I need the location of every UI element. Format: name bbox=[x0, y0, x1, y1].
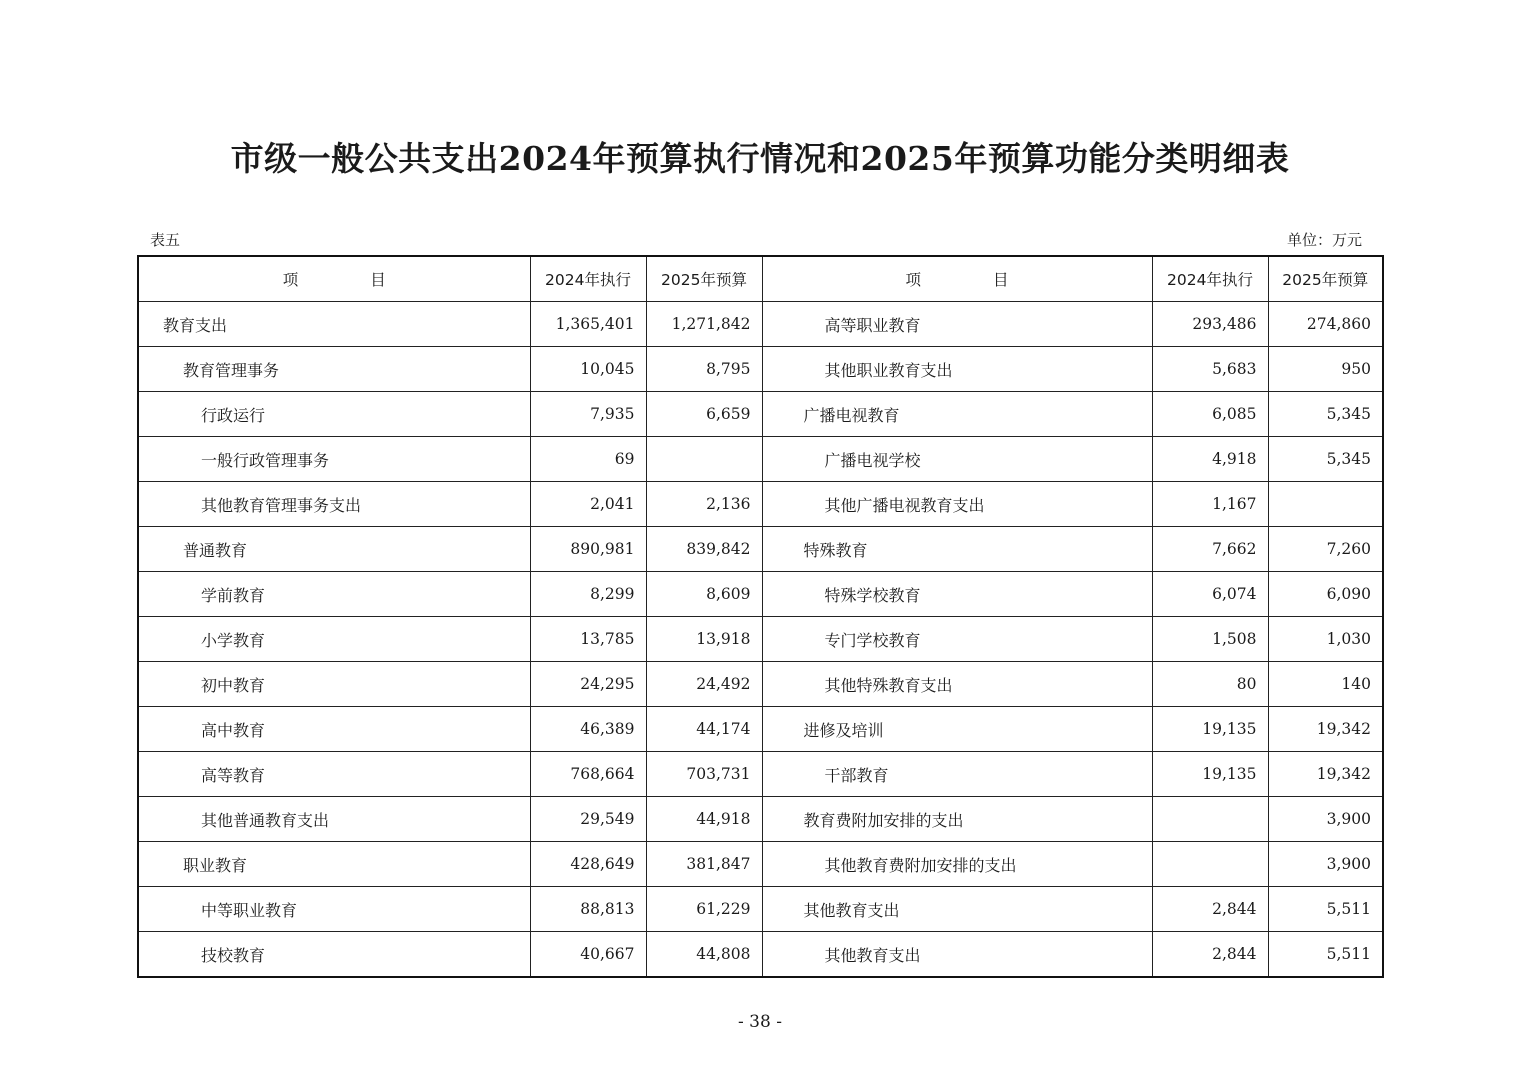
left-2025-value: 6,659 bbox=[646, 392, 762, 437]
left-2025-value: 24,492 bbox=[646, 662, 762, 707]
left-item-name: 高等教育 bbox=[138, 752, 530, 797]
left-2024-value: 24,295 bbox=[530, 662, 646, 707]
table-row bbox=[138, 617, 1383, 662]
right-2024-value: 19,135 bbox=[1152, 752, 1268, 797]
right-2025-value: 5,345 bbox=[1268, 437, 1383, 482]
left-item-name: 学前教育 bbox=[138, 572, 530, 617]
table-row bbox=[138, 842, 1383, 887]
left-2025-value: 13,918 bbox=[646, 617, 762, 662]
unit-label: 单位：万元 bbox=[1286, 231, 1362, 249]
right-2025-value: 274,860 bbox=[1268, 302, 1383, 347]
left-item-name: 其他普通教育支出 bbox=[138, 797, 530, 842]
right-2024-value: 4,918 bbox=[1152, 437, 1268, 482]
left-item-name: 其他教育管理事务支出 bbox=[138, 482, 530, 527]
left-2025-value: 61,229 bbox=[646, 887, 762, 932]
right-2024-value: 6,085 bbox=[1152, 392, 1268, 437]
header-2024-left: 2024年执行 bbox=[530, 256, 646, 302]
right-2025-value: 19,342 bbox=[1268, 707, 1383, 752]
left-item-name: 教育管理事务 bbox=[138, 347, 530, 392]
left-2025-value: 703,731 bbox=[646, 752, 762, 797]
left-item-name: 高中教育 bbox=[138, 707, 530, 752]
right-2024-value: 6,074 bbox=[1152, 572, 1268, 617]
left-2024-value: 29,549 bbox=[530, 797, 646, 842]
table-row bbox=[138, 572, 1383, 617]
left-item-name: 一般行政管理事务 bbox=[138, 437, 530, 482]
left-2025-value: 381,847 bbox=[646, 842, 762, 887]
right-item-name: 特殊学校教育 bbox=[762, 572, 1152, 617]
left-2024-value: 69 bbox=[530, 437, 646, 482]
header-2024-right: 2024年执行 bbox=[1152, 256, 1268, 302]
right-2025-value: 5,511 bbox=[1268, 887, 1383, 932]
left-2024-value: 7,935 bbox=[530, 392, 646, 437]
left-2025-value: 44,174 bbox=[646, 707, 762, 752]
right-2024-value: 1,508 bbox=[1152, 617, 1268, 662]
left-2024-value: 2,041 bbox=[530, 482, 646, 527]
right-item-name: 特殊教育 bbox=[762, 527, 1152, 572]
right-item-name: 其他广播电视教育支出 bbox=[762, 482, 1152, 527]
right-2025-value: 6,090 bbox=[1268, 572, 1383, 617]
left-item-name: 教育支出 bbox=[138, 302, 530, 347]
left-item-name: 初中教育 bbox=[138, 662, 530, 707]
left-item-name: 中等职业教育 bbox=[138, 887, 530, 932]
left-2025-value: 839,842 bbox=[646, 527, 762, 572]
left-2024-value: 40,667 bbox=[530, 932, 646, 978]
left-2024-value: 428,649 bbox=[530, 842, 646, 887]
left-2024-value: 8,299 bbox=[530, 572, 646, 617]
table-row bbox=[138, 752, 1383, 797]
right-2025-value: 140 bbox=[1268, 662, 1383, 707]
left-2024-value: 1,365,401 bbox=[530, 302, 646, 347]
header-2025-right: 2025年预算 bbox=[1268, 256, 1383, 302]
table-row bbox=[138, 392, 1383, 437]
page-number: - 38 - bbox=[738, 1012, 782, 1032]
table-row bbox=[138, 797, 1383, 842]
table-row bbox=[138, 887, 1383, 932]
right-2025-value: 5,511 bbox=[1268, 932, 1383, 978]
left-item-name: 普通教育 bbox=[138, 527, 530, 572]
right-item-name: 广播电视教育 bbox=[762, 392, 1152, 437]
right-2024-value: 7,662 bbox=[1152, 527, 1268, 572]
right-2025-value: 1,030 bbox=[1268, 617, 1383, 662]
right-2025-value: 3,900 bbox=[1268, 842, 1383, 887]
right-2024-value: 80 bbox=[1152, 662, 1268, 707]
left-2024-value: 46,389 bbox=[530, 707, 646, 752]
right-item-name: 进修及培训 bbox=[762, 707, 1152, 752]
right-2024-value: 293,486 bbox=[1152, 302, 1268, 347]
right-2025-value: 3,900 bbox=[1268, 797, 1383, 842]
table-row bbox=[138, 437, 1383, 482]
right-2024-value: 1,167 bbox=[1152, 482, 1268, 527]
right-item-name: 专门学校教育 bbox=[762, 617, 1152, 662]
right-2024-value: 2,844 bbox=[1152, 932, 1268, 978]
left-2024-value: 890,981 bbox=[530, 527, 646, 572]
right-item-name: 其他职业教育支出 bbox=[762, 347, 1152, 392]
budget-table bbox=[137, 255, 1384, 978]
right-2024-value: 19,135 bbox=[1152, 707, 1268, 752]
right-item-name: 其他特殊教育支出 bbox=[762, 662, 1152, 707]
right-2024-value bbox=[1152, 842, 1268, 887]
right-2024-value bbox=[1152, 797, 1268, 842]
table-row bbox=[138, 932, 1383, 978]
left-2025-value: 2,136 bbox=[646, 482, 762, 527]
table-row bbox=[138, 302, 1383, 347]
right-item-name: 干部教育 bbox=[762, 752, 1152, 797]
right-item-name: 高等职业教育 bbox=[762, 302, 1152, 347]
table-row bbox=[138, 482, 1383, 527]
left-item-name: 小学教育 bbox=[138, 617, 530, 662]
right-2025-value: 5,345 bbox=[1268, 392, 1383, 437]
left-2024-value: 10,045 bbox=[530, 347, 646, 392]
right-2025-value: 7,260 bbox=[1268, 527, 1383, 572]
left-item-name: 职业教育 bbox=[138, 842, 530, 887]
left-2025-value: 44,808 bbox=[646, 932, 762, 978]
left-2024-value: 88,813 bbox=[530, 887, 646, 932]
table-row bbox=[138, 707, 1383, 752]
left-2025-value: 44,918 bbox=[646, 797, 762, 842]
left-2025-value: 8,609 bbox=[646, 572, 762, 617]
table-row bbox=[138, 527, 1383, 572]
left-2025-value bbox=[646, 437, 762, 482]
right-item-name: 广播电视学校 bbox=[762, 437, 1152, 482]
header-2025-left: 2025年预算 bbox=[646, 256, 762, 302]
table-label: 表五 bbox=[150, 231, 181, 249]
left-2024-value: 768,664 bbox=[530, 752, 646, 797]
right-2025-value: 19,342 bbox=[1268, 752, 1383, 797]
right-item-name: 其他教育支出 bbox=[762, 887, 1152, 932]
header-item-right: 项 目 bbox=[762, 256, 1152, 302]
left-2025-value: 8,795 bbox=[646, 347, 762, 392]
left-2025-value: 1,271,842 bbox=[646, 302, 762, 347]
right-2024-value: 5,683 bbox=[1152, 347, 1268, 392]
table-row bbox=[138, 347, 1383, 392]
right-2024-value: 2,844 bbox=[1152, 887, 1268, 932]
right-item-name: 教育费附加安排的支出 bbox=[762, 797, 1152, 842]
table-header-row bbox=[138, 256, 1383, 302]
left-item-name: 技校教育 bbox=[138, 932, 530, 978]
right-item-name: 其他教育支出 bbox=[762, 932, 1152, 978]
left-2024-value: 13,785 bbox=[530, 617, 646, 662]
right-item-name: 其他教育费附加安排的支出 bbox=[762, 842, 1152, 887]
table-row bbox=[138, 662, 1383, 707]
page-title: 市级一般公共支出2024年预算执行情况和2025年预算功能分类明细表 bbox=[230, 139, 1290, 178]
left-item-name: 行政运行 bbox=[138, 392, 530, 437]
header-item-left: 项 目 bbox=[138, 256, 530, 302]
right-2025-value bbox=[1268, 482, 1383, 527]
right-2025-value: 950 bbox=[1268, 347, 1383, 392]
